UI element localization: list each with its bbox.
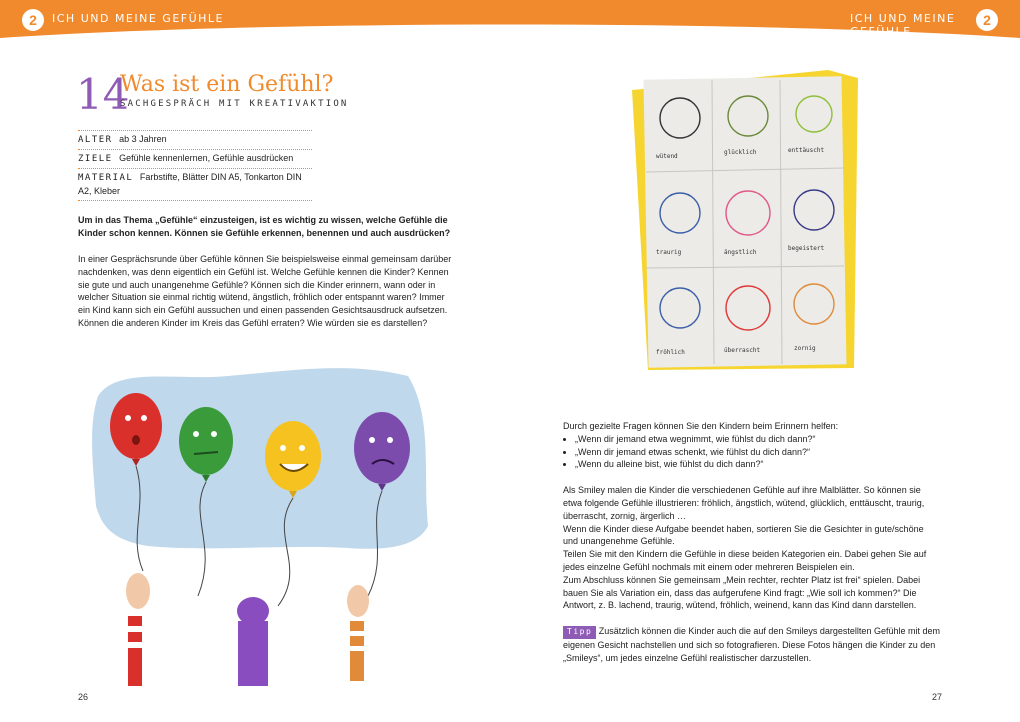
chapter-badge-right: 2: [976, 9, 998, 31]
card-label: enttäuscht: [788, 147, 825, 154]
card-label: fröhlich: [656, 349, 685, 356]
meta-value: ab 3 Jahren: [119, 134, 167, 144]
meta-key: MATERIAL: [78, 173, 134, 183]
questions-intro: Durch gezielte Fragen können Sie den Kindern beim Erinnern helfen:: [563, 421, 839, 431]
questions-list: [563, 433, 941, 471]
page-number-left: 26: [78, 692, 89, 702]
paragraph-categories: Teilen Sie mit den Kindern die Gefühle in diese beiden Kategorien ein. Dabei gehen Sie auf jedes einzelne Gefühl nochmals mit einem oder mehreren Beispielen ein.: [563, 549, 927, 572]
chapter-subtitle: SACHGESPRÄCH MIT KREATIVAKTION: [120, 99, 349, 109]
paragraph-sort: Wenn die Kinder diese Aufgabe beendet haben, sortieren Sie die Gesichter in gute/schöne und unangenehme Gefühle.: [563, 523, 924, 547]
card-label: ängstlich: [724, 249, 757, 256]
card-label: zornig: [794, 345, 816, 352]
question-item: • „Wenn dir jemand etwa wegnimmt, wie fühlst du dich dann?“: [575, 433, 941, 446]
tip-badge: Tipp: [563, 626, 596, 639]
meta-row-material: [78, 168, 312, 201]
lead-paragraph: Um in das Thema „Gefühle“ einzusteigen, ist es wichtig zu wissen, welche Gefühle die Kinder schon kennen. Können sie Gefühle erkennen, benennen und auch ausdrücken?: [78, 215, 451, 238]
card-label: glücklich: [724, 149, 757, 156]
paragraph-game: Zum Abschluss können Sie gemeinsam „Mein rechter, rechter Platz ist frei“ spielen. Dabei bauen Sie als Variation ein, dass das aufgerufene Kind fragt: „Wie soll ich kommen?“ Die Antwort, z. B. lachend, traurig, wütend, fröhlich, weinend, kann das Kind dann darstellen.: [563, 574, 921, 611]
card-label: wütend: [656, 153, 678, 160]
card-label: begeistert: [788, 245, 825, 252]
header-title-left: ICH UND MEINE GEFÜHLE: [52, 12, 225, 25]
smiley-cards-photo: [628, 68, 860, 374]
meta-row-age: [78, 130, 312, 149]
hands: [126, 573, 369, 686]
card-label: traurig: [656, 249, 682, 256]
question-item: • „Wenn dir jemand etwas schenkt, wie fühlst du dich dann?“: [575, 446, 941, 459]
card-label: überrascht: [724, 347, 761, 354]
question-item: • „Wenn du alleine bist, wie fühlst du dich dann?“: [575, 458, 941, 471]
intro-paragraph: In einer Gesprächsrunde über Gefühle können Sie beispielsweise einmal gemeinsam darüber nachdenken, was denn eigentlich ein Gefühl ist. Welche Gefühle kennen die Kinder? Kennen sie gute und auch unangenehme Gefühle? Können sich die Kinder erinnern, wann oder in welcher Situation sie einmal richtig wütend, ängstlich, fröhlich oder entspannt waren? Immer ein Kind kann sich ein Gefühl aussuchen und einen passenden Gesichtsausdruck aufsetzen. Können die anderen Kinder im Kreis das Gefühl erraten? Wie würden sie es darstellen?: [78, 254, 452, 328]
balloons-illustration: [88, 356, 433, 686]
paragraph-smiley: Als Smiley malen die Kinder die verschiedenen Gefühle auf ihre Malblätter. So können sie etwa folgende Gefühle illustrieren: fröhlich, ängstlich, wütend, glücklich, enttäuscht, traurig, überrascht, zornig, ärgerlich …: [563, 485, 925, 521]
meta-key: ALTER: [78, 135, 113, 145]
activity-meta: [78, 130, 312, 201]
meta-row-goals: [78, 149, 312, 168]
tip-text: Zusätzlich können die Kinder auch die auf den Smileys dargestellten Gefühle mit dem eigenen Gesicht nachstellen und sich so fotografieren. Diese Fotos hängen die Kinder zu den „Smileys“, um jedes einzelne Gefühl realistischer darzustellen.: [563, 626, 940, 663]
meta-value: Gefühle kennenlernen, Gefühle ausdrücken: [119, 153, 294, 163]
chapter-number: 14: [76, 70, 130, 119]
meta-value: Farbstifte, Blätter DIN A5, Tonkarton DIN A2, Kleber: [78, 172, 302, 196]
right-column: [563, 420, 941, 665]
header-title-right: ICH UND MEINE GEFÜHLE: [850, 12, 956, 38]
page-number-right: 27: [932, 692, 943, 702]
meta-key: ZIELE: [78, 154, 113, 164]
chapter-badge-left: 2: [22, 9, 44, 31]
tip-paragraph: [563, 625, 941, 664]
chapter-title: Was ist ein Gefühl?: [120, 72, 334, 97]
